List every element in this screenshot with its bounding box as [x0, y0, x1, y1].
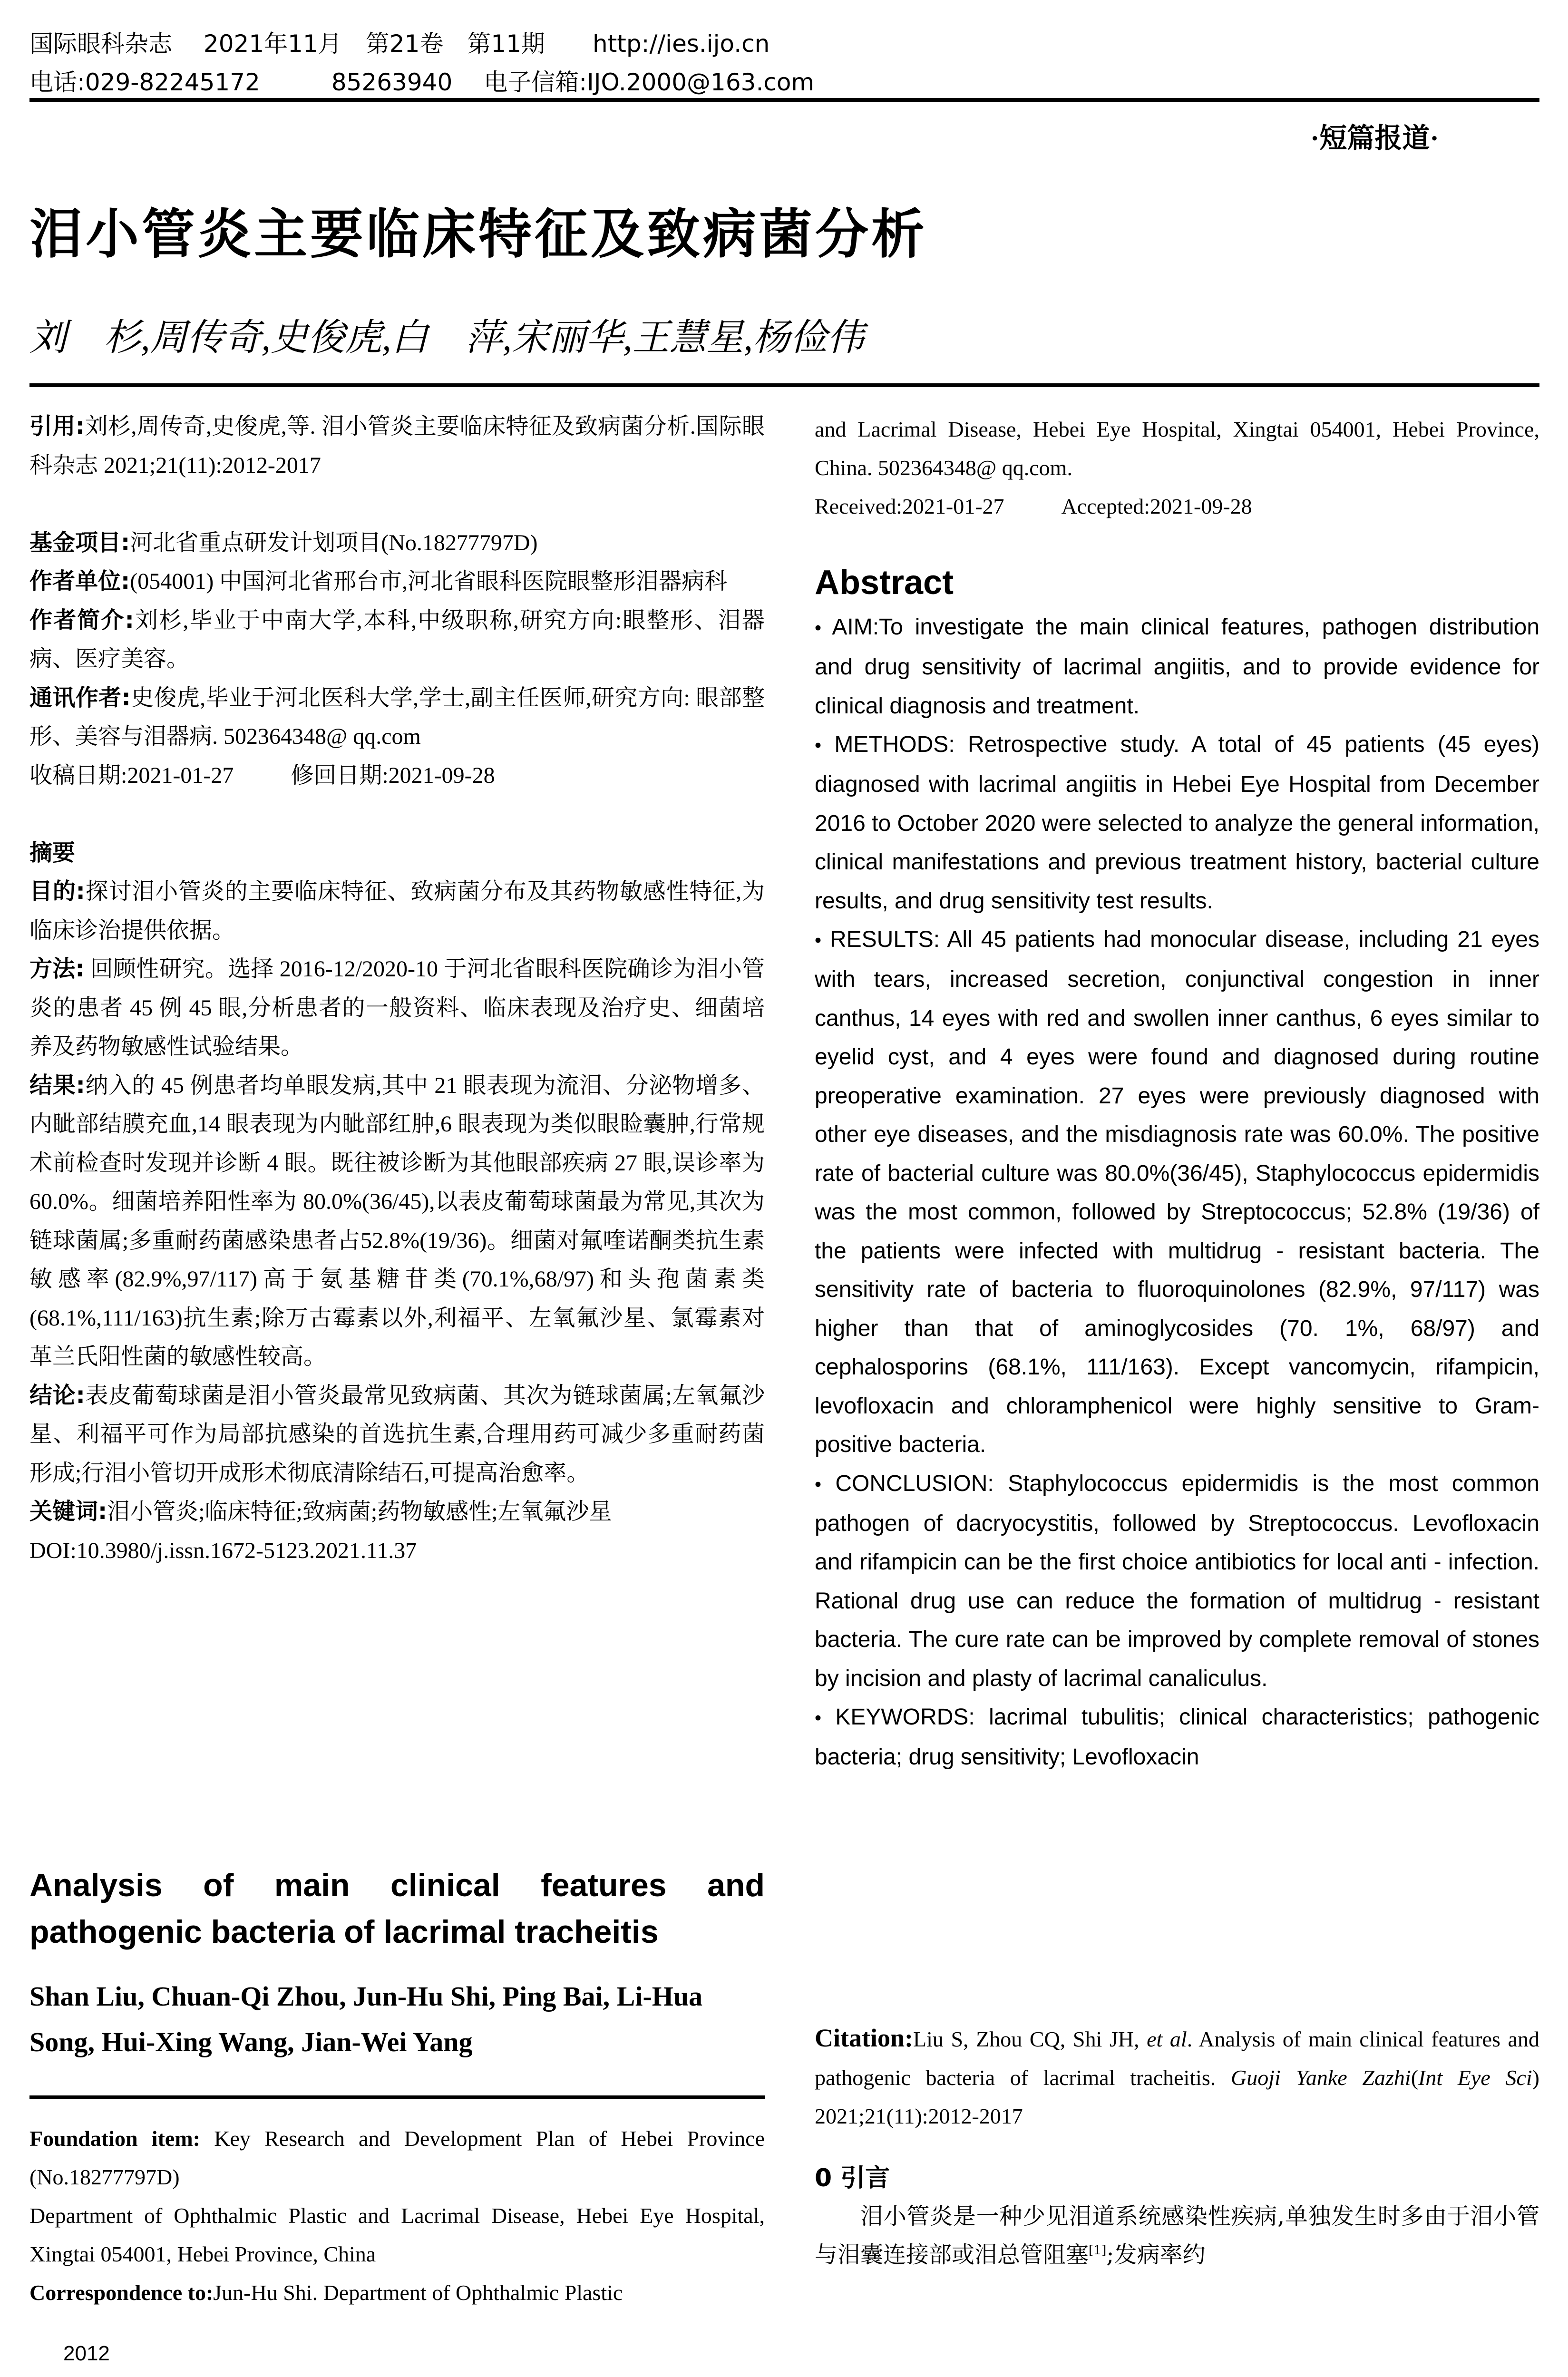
- received-date-cn: 2021-01-27: [127, 762, 234, 788]
- received-label-en: Received:: [815, 494, 902, 518]
- meta-foundation: [29, 524, 765, 563]
- citation-en-text: Liu S, Zhou CQ, Shi JH,: [913, 2027, 1147, 2051]
- citation-en-text: . Analysis of main clinical features and pathogenic bacteria of lacrimal tracheitis.: [815, 2027, 1539, 2090]
- section-label: 方法:: [29, 955, 85, 982]
- english-title: Analysis of main clinical features and pathogenic bacteria of lacrimal tracheitis: [29, 1867, 765, 1950]
- foundation-item: [29, 2119, 765, 2196]
- title-rule: [29, 383, 1539, 387]
- section-text: To investigate the main clinical features, pathogen distribution and drug sensitivity of lacrimal angiitis, and to provide evidence for clinical diagnosis and treatment.: [815, 614, 1540, 719]
- section-text: All 45 patients had monocular disease, including 21 eyes with tears, increased secretion, conjunctival congestion in inner canthus, 14 eyes with red and swollen inner canthus, 6 eyes similar to eyelid cyst, and 4 eyes were found and diagnosed during routine preoperative examination. 27 eyes were previously diagnosed with other eye diseases, and the misdiagnosis rate was 60.0%. The positive rate of bacterial culture was 80.0%(36/45), Staphylococcus epidermidis was the most common, followed by Streptococcus; 52.8% (19/36) of the patients were infected with multidrug - resistant bacteria. The sensitivity rate of bacteria to fluoroquinolones (82.9%, 97/117) was higher than that of aminoglycosides (70. 1%, 68/97) and cephalosporins (68.1%, 111/163). Except vancomycin, rifampicin, levofloxacin and chloramphenicol were highly sensitive to Gram-positive bacteria.: [815, 927, 1539, 1458]
- foundation-label: Foundation item:: [29, 2126, 200, 2151]
- section-tag: ·短篇报道·: [1310, 123, 1439, 154]
- correspondence-cont-text: and Lacrimal Disease, Hebei Eye Hospital, Xingtai 054001, Hebei Province, China. 502364348@ qq.com.: [815, 417, 1539, 480]
- abstract-cn-methods: [29, 950, 765, 1066]
- section-heading-introduction: 0 引言: [815, 2164, 890, 2192]
- abstract-en-aim: [815, 608, 1539, 725]
- section-label: CONCLUSION:: [835, 1471, 994, 1496]
- doi[interactable]: DOI:10.3980/j.issn.1672-5123.2021.11.37: [29, 1538, 417, 1563]
- section-text: 探讨泪小管炎的主要临床特征、致病菌分布及其药物敏感性特征,为临床诊治提供依据。: [29, 879, 765, 943]
- accepted-label-en: Accepted:: [1061, 494, 1150, 518]
- dates-en: [815, 487, 1539, 526]
- intro-text: 泪小管炎是一种少见泪道系统感染性疾病,单独发生时多由于泪小管与泪囊连接部或泪总管阻塞: [815, 2203, 1539, 2268]
- correspondence-text: Jun-Hu Shi. Department of Ophthalmic Plastic: [213, 2280, 623, 2305]
- abstract-en-heading: Abstract: [815, 564, 954, 602]
- running-header-line2: 电话:029-82245172 85263940 电子信箱:IJO.2000@163.com: [29, 68, 815, 96]
- correspondence-label: Correspondence to:: [29, 2280, 214, 2305]
- section-text: lacrimal tubulitis; clinical characteristics; pathogenic bacteria; drug sensitivity; Levofloxacin: [815, 1705, 1539, 1770]
- correspondence-en: [29, 2273, 765, 2312]
- citation-cn-text: 刘杉,周传奇,史俊虎,等. 泪小管炎主要临床特征及致病菌分析.国际眼科杂志 2021;21(11):2012-2017: [29, 414, 765, 478]
- section-text: 泪小管炎;临床特征;致病菌;药物敏感性;左氧氟沙星: [107, 1499, 612, 1524]
- meta-label: 基金项目:: [29, 529, 130, 556]
- running-header-line1: 国际眼科杂志 2021年11月 第21卷 第11期 http://ies.ijo.cn: [29, 30, 770, 58]
- section-label: RESULTS:: [829, 927, 940, 953]
- citation-en: [815, 2019, 1539, 2135]
- page-number: 2012: [63, 2342, 110, 2365]
- accepted-date-en: 2021-09-28: [1150, 494, 1252, 518]
- meta-corresponding-author: [29, 679, 765, 756]
- footnotes: [29, 2119, 765, 2312]
- authors-cn: 刘 杉,周传奇,史俊虎,白 萍,宋丽华,王慧星,杨俭伟: [29, 317, 865, 358]
- section-text: 表皮葡萄球菌是泪小管炎最常见致病菌、其次为链球菌属;左氧氟沙星、利福平可作为局部抗感染的首选抗生素,合理用药可减少多重耐药菌形成;行泪小管切开成形术彻底清除结石,可提高治愈率。: [29, 1383, 765, 1486]
- section-label: 结论:: [29, 1382, 85, 1409]
- meta-author-bio: [29, 601, 765, 679]
- introduction-paragraph: [815, 2197, 1539, 2274]
- citation-en-journal: Guoji Yanke Zazhi: [1231, 2065, 1411, 2090]
- section-text: 回顾性研究。选择 2016-12/2020-10 于河北省眼科医院确诊为泪小管炎的患者 45 例 45 眼,分析患者的一般资料、临床表现及治疗史、细菌培养及药物敏感性试验结果。: [29, 956, 765, 1059]
- section-label: 关键词:: [29, 1498, 107, 1525]
- meta-label: 通讯作者:: [29, 684, 131, 711]
- meta-text: 刘杉,毕业于中南大学,本科,中级职称,研究方向:眼整形、泪器病、医疗美容。: [29, 607, 765, 672]
- abstract-en-keywords: [815, 1698, 1539, 1777]
- citation-cn: [29, 407, 765, 485]
- received-date-en: 2021-01-27: [902, 494, 1004, 518]
- correspondence-continued: [815, 410, 1539, 526]
- citation-en-etal: et al: [1147, 2027, 1187, 2051]
- citation-cn-label: 引用:: [29, 413, 85, 439]
- bullet-icon: •: [815, 1474, 822, 1495]
- affiliation-en: Department of Ophthalmic Plastic and Lacrimal Disease, Hebei Eye Hospital, Xingtai 054001, Hebei Province, China: [29, 2203, 765, 2266]
- section-text: 纳入的 45 例患者均单眼发病,其中 21 眼表现为流泪、分泌物增多、内眦部结膜充血,14 眼表现为内眦部红肿,6 眼表现为类似眼睑囊肿,行常规术前检查时发现并诊断 4 眼。既往被诊断为其他眼部疾病 27 眼,误诊率为60.0%。细菌培养阳性率为 80.0%(36/45),以表皮葡萄球菌最为常见,其次为链球菌属;多重耐药菌感染患者占52.8%(19/36)。细菌对氟喹诺酮类抗生素敏感率(82.9%,97/117)高于氨基糖苷类(70.1%,68/97)和头孢菌素类(68.1%,111/163)抗生素;除万古霉素以外,利福平、左氧氟沙星、氯霉素对革兰氏阳性菌的敏感性较高。: [29, 1072, 765, 1369]
- dates-cn: [29, 756, 765, 795]
- revised-label-cn: 修回日期:: [291, 762, 389, 788]
- abstract-cn-aim: [29, 872, 765, 950]
- foundation-text: Key Research and Development Plan of Hebei Province (No.18277797D): [29, 2126, 765, 2189]
- abstract-en-results: [815, 920, 1539, 1464]
- abstract-cn-keywords: [29, 1492, 765, 1531]
- citation-en-paren: (: [1411, 2065, 1419, 2090]
- citation-en-volume: ) 2021;21(11):2012-2017: [815, 2065, 1539, 2128]
- abstract-cn-heading: 摘要: [29, 839, 76, 866]
- left-column: [29, 407, 765, 1570]
- header-rule: [29, 98, 1539, 102]
- abstract-cn-conclusion: [29, 1376, 765, 1493]
- meta-label: 作者简介:: [29, 606, 134, 633]
- received-label-cn: 收稿日期:: [29, 762, 127, 788]
- meta-affiliation: [29, 562, 765, 601]
- abstract-en-conclusion: [815, 1464, 1539, 1698]
- abstract-en: [815, 608, 1539, 1777]
- citation-en-label: Citation:: [815, 2024, 913, 2052]
- section-label: 结果:: [29, 1072, 85, 1099]
- reference-link[interactable]: [1]: [1089, 2243, 1107, 2258]
- meta-text: 河北省重点研发计划项目(No.18277797D): [130, 530, 538, 555]
- abstract-cn-results: [29, 1066, 765, 1376]
- section-label: METHODS:: [834, 732, 955, 758]
- bullet-icon: •: [815, 617, 822, 639]
- bullet-icon: •: [815, 735, 822, 756]
- english-authors: Shan Liu, Chuan-Qi Zhou, Jun-Hu Shi, Ping Bai, Li-Hua Song, Hui-Xing Wang, Jian-Wei Yang: [29, 1981, 703, 2057]
- abstract-en-methods: [815, 725, 1539, 920]
- bullet-icon: •: [815, 1707, 822, 1729]
- citation-en-journal-en: Int Eye Sci: [1418, 2065, 1532, 2090]
- section-label: KEYWORDS:: [835, 1705, 975, 1730]
- page-title: 泪小管炎主要临床特征及致病菌分析: [29, 204, 927, 265]
- meta-text: 史俊虎,毕业于河北医科大学,学士,副主任医师,研究方向: 眼部整形、美容与泪器病. 502364348@ qq.com: [29, 685, 765, 749]
- meta-text: (054001) 中国河北省邢台市,河北省眼科医院眼整形泪器病科: [130, 569, 728, 594]
- section-label: 目的:: [29, 878, 85, 905]
- intro-text: ;发病率约: [1106, 2241, 1206, 2268]
- revised-date-cn: 2021-09-28: [388, 762, 495, 788]
- section-text: Retrospective study. A total of 45 patients (45 eyes) diagnosed with lacrimal angiitis in Hebei Eye Hospital from December 2016 to October 2020 were selected to analyze the general information, clinical manifestations and previous treatment history, bacterial culture results, and drug sensitivity test results.: [815, 732, 1539, 914]
- bullet-icon: •: [815, 930, 822, 951]
- section-label: AIM:: [832, 614, 879, 640]
- section-text: Staphylococcus epidermidis is the most common pathogen of dacryocystitis, followed by Streptococcus. Levofloxacin and rifampicin can be the first choice antibiotics for local anti - infection. Rational drug use can reduce the formation of multidrug - resistant bacteria. The cure rate can be improved by complete removal of stones by incision and plasty of lacrimal canaliculus.: [815, 1471, 1539, 1691]
- meta-label: 作者单位:: [29, 568, 130, 594]
- footnote-rule: [29, 2095, 765, 2099]
